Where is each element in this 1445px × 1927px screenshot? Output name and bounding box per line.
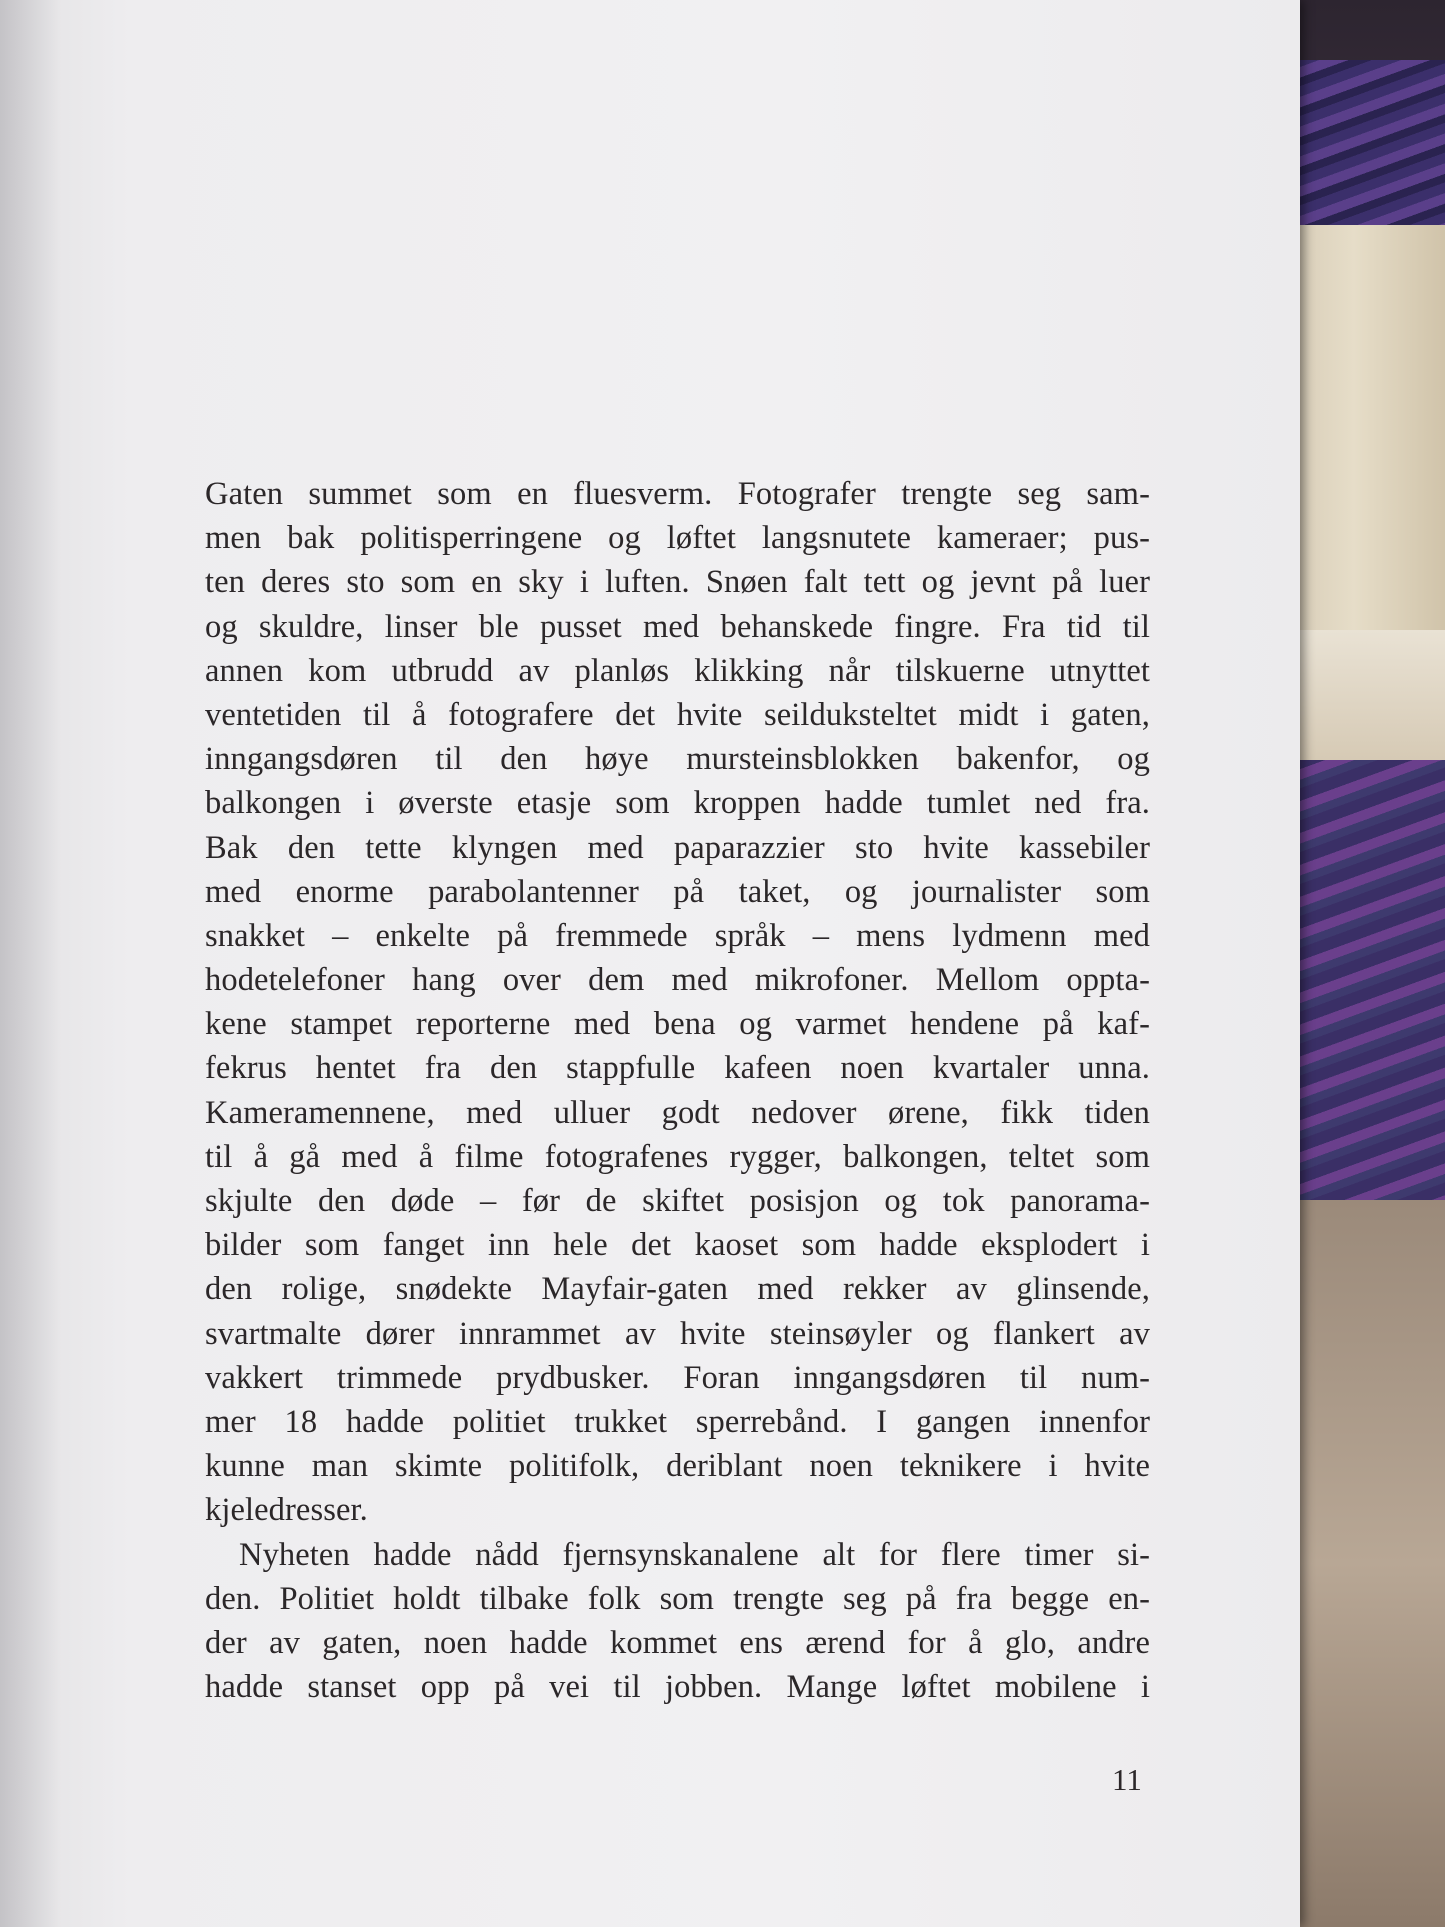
text-line: ten deres sto som en sky i luften. Snøen falt tett og jevnt på luer — [205, 564, 1150, 601]
text-line: vakkert trimmede prydbusker. Foran inngangsdøren til num- — [205, 1359, 1150, 1396]
text-line: med enorme parabolantenner på taket, og journalister som — [205, 873, 1150, 910]
background-fabric-lower — [1290, 760, 1445, 1220]
text-line: balkongen i øverste etasje som kroppen hadde tumlet ned fra. — [205, 785, 1150, 822]
text-line: og skuldre, linser ble pusset med behanskede fingre. Fra tid til — [205, 608, 1150, 645]
text-line: mer 18 hadde politiet trukket sperrebånd. I gangen innenfor — [205, 1403, 1150, 1440]
page-number: 11 — [1112, 1762, 1142, 1797]
text-line: bilder som fanget inn hele det kaoset som hadde eksplodert i — [205, 1227, 1150, 1264]
background-floor — [1290, 1200, 1445, 1927]
text-line: hadde stanset opp på vei til jobben. Mange løftet mobilene i — [205, 1669, 1150, 1706]
text-line: Gaten summet som en fluesverm. Fotografer trengte seg sam- — [205, 476, 1150, 512]
text-line: Bak den tette klyngen med paparazzier sto hvite kassebiler — [205, 829, 1150, 866]
text-line: den. Politiet holdt tilbake folk som trengte seg på fra begge en- — [205, 1580, 1150, 1617]
text-line: inngangsdøren til den høye mursteinsblokken bakenfor, og — [205, 741, 1150, 778]
text-line: Kameramennene, med ulluer godt nedover ørene, fikk tiden — [205, 1094, 1150, 1131]
text-line: til å gå med å filme fotografenes rygger, balkongen, teltet som — [205, 1138, 1150, 1175]
text-line: skjulte den døde – før de skiftet posisjon og tok panorama- — [205, 1183, 1150, 1219]
text-line: svartmalte dører innrammet av hvite steinsøyler og flankert av — [205, 1315, 1150, 1352]
text-line: Nyheten hadde nådd fjernsynskanalene alt for flere timer si- — [239, 1536, 1150, 1573]
text-line: hodetelefoner hang over dem med mikrofoner. Mellom oppta- — [205, 962, 1150, 999]
text-line: kjeledresser. — [205, 1492, 368, 1529]
text-line: ventetiden til å fotografere det hvite seilduksteltet midt i gaten, — [205, 696, 1150, 733]
background-fabric — [1290, 60, 1445, 230]
text-line: annen kom utbrudd av planløs klikking når tilskuerne utnyttet — [205, 652, 1150, 689]
text-line: men bak politisperringene og løftet langsnutete kameraer; pus- — [205, 520, 1150, 557]
text-line: den rolige, snødekte Mayfair-gaten med rekker av glinsende, — [205, 1271, 1150, 1308]
page-gutter-shadow — [0, 0, 60, 1927]
bleed-through-text — [215, 40, 1135, 450]
text-line: kene stampet reporterne med bena og varmet hendene på kaf- — [205, 1006, 1150, 1043]
background-wood-panel — [1290, 225, 1445, 635]
body-text — [205, 472, 1150, 1709]
text-line: der av gaten, noen hadde kommet ens ærend for å glo, andre — [205, 1624, 1150, 1661]
background-wood-beam — [1290, 630, 1445, 760]
text-line: fekrus hentet fra den stappfulle kafeen noen kvartaler unna. — [205, 1050, 1150, 1087]
text-line: snakket – enkelte på fremmede språk – mens lydmenn med — [205, 917, 1150, 954]
text-line: kunne man skimte politifolk, deriblant noen teknikere i hvite — [205, 1448, 1150, 1485]
